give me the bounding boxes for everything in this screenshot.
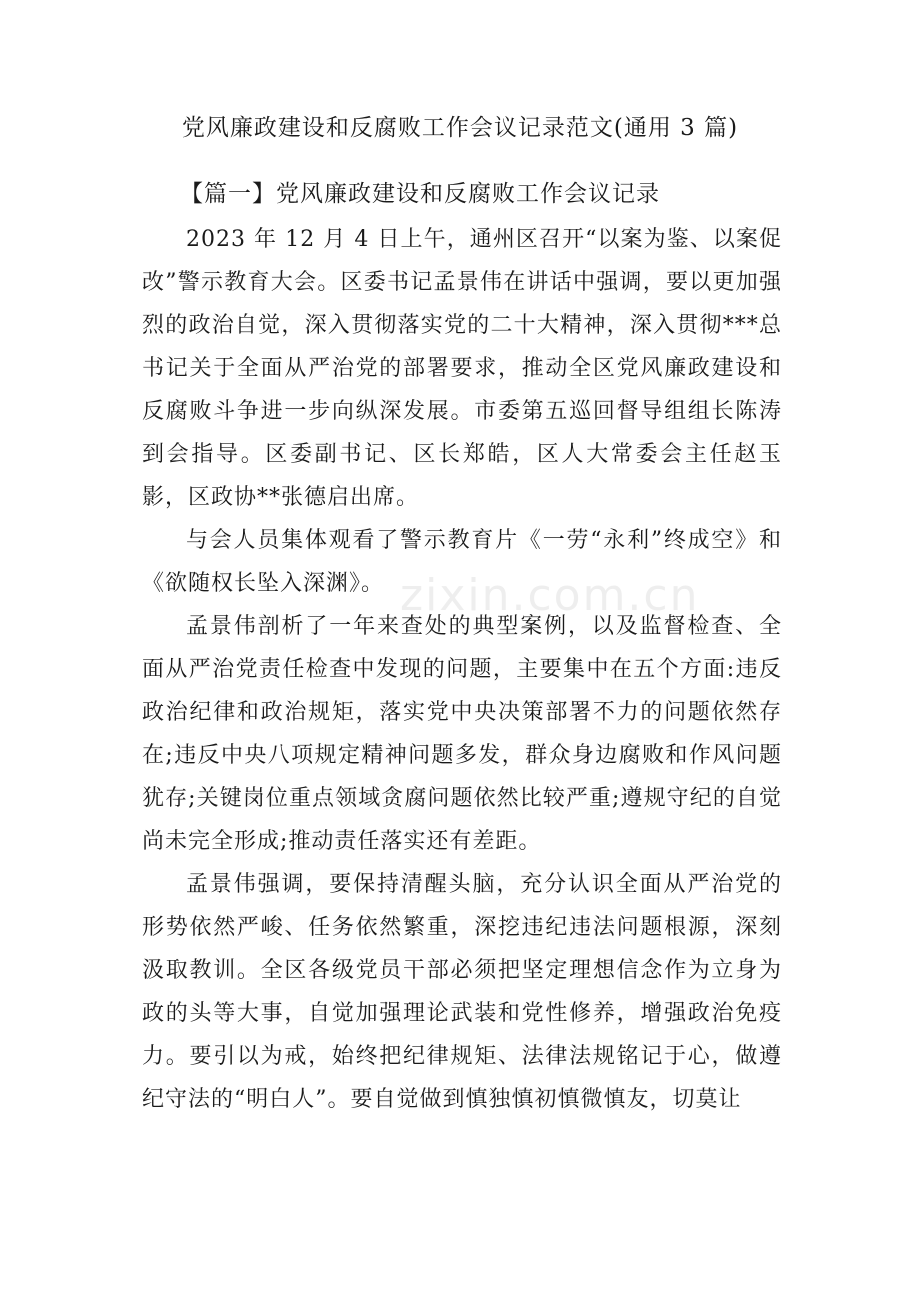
paragraph: 与会人员集体观看了警示教育片《一劳“永利”终成空》和《欲随权长坠入深渊》。 (142, 528, 782, 596)
paragraph: 孟景伟剖析了一年来查处的典型案例，以及监督检查、全面从严治党责任检查中发现的问题，主要集中在五个方面:违反政治纪律和政治规矩，落实党中央决策部署不力的问题依然存在;违反中央八项规定精神问题多发，群众身边腐败和作风问题犹存;关键岗位重点领域贪腐问题依然比较严重;遵规守纪的自觉尚未完全形成;推动责任落实还有差距。 (142, 614, 782, 854)
section-heading: 【篇一】党风廉政建设和反腐败工作会议记录 (180, 181, 660, 207)
watermark: zixin.com.cn (400, 570, 700, 621)
paragraph: 孟景伟强调，要保持清醒头脑，充分认识全面从严治党的形势依然严峻、任务依然繁重，深挖违纪违法问题根源，深刻汲取教训。全区各级党员干部必须把坚定理想信念作为立身为政的头等大事，自觉加强理论武装和党性修养，增强政治免疫力。要引以为戒，始终把纪律规矩、法律法规铭记于心，做遵纪守法的“明白人”。要自觉做到慎独慎初慎微慎友，切莫让 (142, 872, 782, 1112)
document-title: 党风廉政建设和反腐败工作会议记录范文(通用 3 篇) (181, 115, 739, 141)
document-body (142, 218, 782, 1121)
paragraph: 2023 年 12 月 4 日上午，通州区召开“以案为鉴、以案促改”警示教育大会。区委书记孟景伟在讲话中强调，要以更加强烈的政治自觉，深入贯彻落实党的二十大精神，深入贯彻***总书记关于全面从严治党的部署要求，推动全区党风廉政建设和反腐败斗争进一步向纵深发展。市委第五巡回督导组组长陈涛到会指导。区委副书记、区长郑皓，区人大常委会主任赵玉影，区政协**张德启出席。 (142, 227, 782, 510)
